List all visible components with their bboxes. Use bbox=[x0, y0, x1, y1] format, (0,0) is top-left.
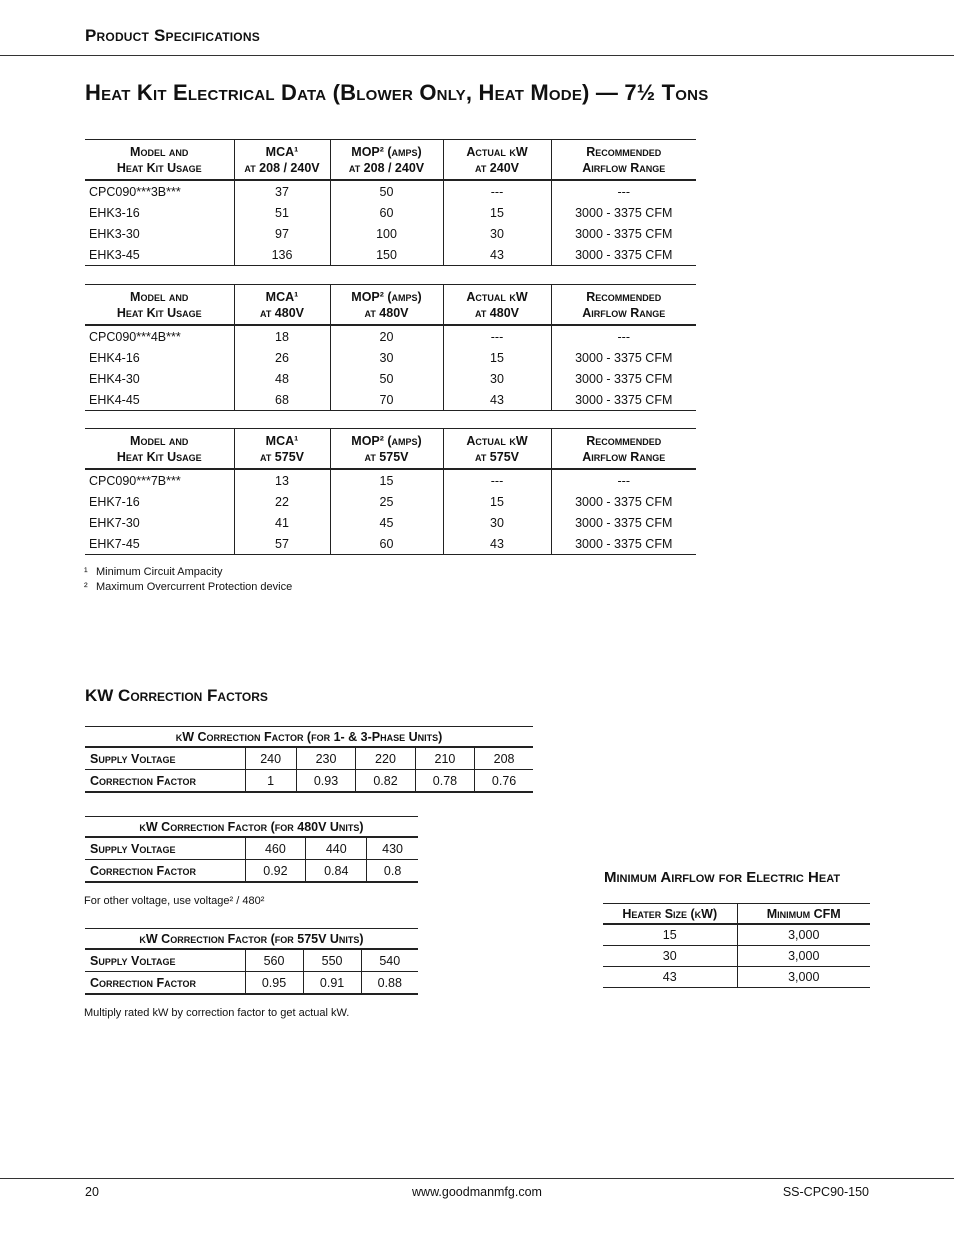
footnotes bbox=[84, 565, 292, 595]
table-row: EHK4-30 48 50 30 3000 - 3375 CFM bbox=[85, 368, 696, 389]
col-header-actual-kw: Actual kW at 575V bbox=[443, 429, 551, 470]
heat-kit-table-240v bbox=[85, 139, 696, 266]
table-row: CPC090***3B*** 37 50 --- --- bbox=[85, 180, 696, 202]
col-header-model: Model and Heat Kit Usage bbox=[85, 140, 234, 181]
table-row: EHK7-16 22 25 15 3000 - 3375 CFM bbox=[85, 491, 696, 512]
table-row: EHK7-30 41 45 30 3000 - 3375 CFM bbox=[85, 512, 696, 533]
supply-voltage-row: Supply Voltage 460 440 430 bbox=[85, 837, 418, 860]
table-row: EHK3-30 97 100 30 3000 - 3375 CFM bbox=[85, 223, 696, 244]
note-other-voltage: For other voltage, use voltage² / 480² bbox=[84, 895, 265, 907]
col-header-airflow: Recommended Airflow Range bbox=[551, 285, 696, 326]
heat-kit-rows bbox=[85, 469, 696, 555]
heat-kit-table-575v bbox=[85, 428, 696, 555]
col-header-mca: MCA¹ at 480V bbox=[234, 285, 330, 326]
supply-voltage-row: Supply Voltage 240 230 220 210 208 bbox=[85, 747, 533, 770]
footnote-1: ¹ Minimum Circuit Ampacity bbox=[84, 566, 223, 578]
kw-correction-table-1-3-phase bbox=[85, 726, 533, 793]
col-header-actual-kw: Actual kW at 480V bbox=[443, 285, 551, 326]
table-caption: kW Correction Factor (for 1- & 3-Phase Units) bbox=[85, 727, 533, 748]
col-header-mop: MOP² (amps) at 480V bbox=[330, 285, 443, 326]
note-multiply: Multiply rated kW by correction factor to get actual kW. bbox=[84, 1007, 350, 1019]
header-divider bbox=[0, 55, 954, 56]
col-header-min-cfm: Minimum CFM bbox=[737, 904, 870, 925]
kw-correction-table-480v bbox=[85, 816, 418, 883]
document-id: SS-CPC90-150 bbox=[782, 1185, 869, 1199]
correction-factor-row: Correction Factor 0.92 0.84 0.8 bbox=[85, 860, 418, 883]
col-header-actual-kw: Actual kW at 240V bbox=[443, 140, 551, 181]
kw-correction-table-575v bbox=[85, 928, 418, 995]
heat-kit-rows bbox=[85, 180, 696, 266]
table-row: EHK3-16 51 60 15 3000 - 3375 CFM bbox=[85, 202, 696, 223]
supply-voltage-row: Supply Voltage 560 550 540 bbox=[85, 949, 418, 972]
table-row: 15 3,000 bbox=[603, 924, 870, 946]
col-header-airflow: Recommended Airflow Range bbox=[551, 429, 696, 470]
page-number: 20 bbox=[85, 1185, 99, 1199]
table-row: EHK4-16 26 30 15 3000 - 3375 CFM bbox=[85, 347, 696, 368]
correction-factor-row: Correction Factor 0.95 0.91 0.88 bbox=[85, 972, 418, 995]
footer-url: www.goodmanmfg.com bbox=[412, 1185, 542, 1199]
table-row: 30 3,000 bbox=[603, 946, 870, 967]
section-header-title: Product Specifications bbox=[85, 26, 260, 45]
footer-divider bbox=[0, 1178, 954, 1179]
col-header-model: Model and Heat Kit Usage bbox=[85, 285, 234, 326]
table-row: EHK7-45 57 60 43 3000 - 3375 CFM bbox=[85, 533, 696, 555]
page-title: Heat Kit Electrical Data (Blower Only, Heat Mode) — 7½ Tons bbox=[85, 80, 709, 105]
table-row: CPC090***7B*** 13 15 --- --- bbox=[85, 469, 696, 491]
col-header-model: Model and Heat Kit Usage bbox=[85, 429, 234, 470]
correction-factor-row: Correction Factor 1 0.93 0.82 0.78 0.76 bbox=[85, 770, 533, 793]
min-airflow-title: Minimum Airflow for Electric Heat bbox=[604, 869, 841, 886]
col-header-heater-size: Heater Size (kW) bbox=[603, 904, 737, 925]
table-row: CPC090***4B*** 18 20 --- --- bbox=[85, 325, 696, 347]
col-header-airflow: Recommended Airflow Range bbox=[551, 140, 696, 181]
col-header-mca: MCA¹ at 575V bbox=[234, 429, 330, 470]
table-row: 43 3,000 bbox=[603, 967, 870, 988]
col-header-mop: MOP² (amps) at 208 / 240V bbox=[330, 140, 443, 181]
col-header-mop: MOP² (amps) at 575V bbox=[330, 429, 443, 470]
footnote-2: ² Maximum Overcurrent Protection device bbox=[84, 581, 293, 593]
table-row: EHK3-45 136 150 43 3000 - 3375 CFM bbox=[85, 244, 696, 266]
heat-kit-table-480v bbox=[85, 284, 696, 411]
min-airflow-table bbox=[603, 903, 870, 988]
table-row: EHK4-45 68 70 43 3000 - 3375 CFM bbox=[85, 389, 696, 411]
col-header-mca: MCA¹ at 208 / 240V bbox=[234, 140, 330, 181]
table-caption: kW Correction Factor (for 575V Units) bbox=[85, 929, 418, 950]
table-caption: kW Correction Factor (for 480V Units) bbox=[85, 817, 418, 838]
heat-kit-rows bbox=[85, 325, 696, 411]
kw-section-title: KW Correction Factors bbox=[85, 686, 268, 705]
